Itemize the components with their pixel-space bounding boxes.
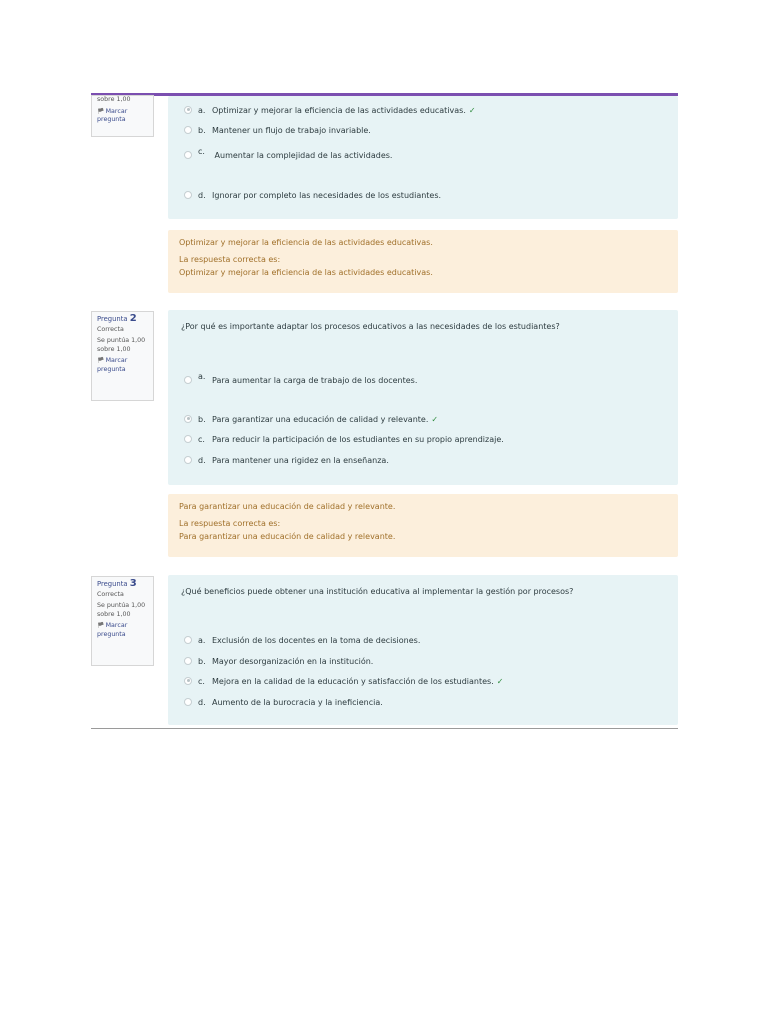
radio-icon[interactable] [184, 435, 192, 443]
option-3c[interactable]: c. Mejora en la calidad de la educación y satisfacción de los estudiantes. ✓ [184, 677, 503, 686]
flag-icon: 🏴︎ [97, 107, 105, 115]
radio-icon[interactable] [184, 191, 192, 199]
question-3-text: ¿Qué beneficios puede obtener una institución educativa al implementar la gestión por procesos? [181, 587, 574, 596]
flag-icon: 🏴︎ [97, 622, 105, 629]
option-3b[interactable]: b. Mayor desorganización en la institución. [184, 657, 373, 666]
option-2c[interactable]: c. Para reducir la participación de los estudiantes en su propio aprendizaje. [184, 435, 504, 444]
radio-icon[interactable] [184, 415, 192, 423]
radio-icon[interactable] [184, 456, 192, 464]
question-3-info [91, 576, 154, 666]
option-3a[interactable]: a. Exclusión de los docentes en la toma de decisiones. [184, 636, 420, 645]
radio-icon[interactable] [184, 677, 192, 685]
question-1-feedback [168, 230, 678, 293]
radio-icon[interactable] [184, 126, 192, 134]
feedback-correct-label: La respuesta correcta es: [179, 255, 281, 264]
feedback-chosen: Optimizar y mejorar la eficiencia de las actividades educativas. [179, 238, 433, 247]
flag-label: Marcar pregunta [97, 107, 128, 123]
question-title: Pregunta [97, 315, 128, 323]
option-1d[interactable]: d. Ignorar por completo las necesidades de los estudiantes. [184, 191, 441, 200]
question-grade: Se puntúa 1,00 sobre 1,00 [97, 602, 146, 618]
option-1b[interactable]: b. Mantener un flujo de trabajo invariable. [184, 126, 371, 135]
radio-icon[interactable] [184, 636, 192, 644]
question-1-grade: sobre 1,00 [97, 96, 131, 103]
option-1a[interactable]: a. Optimizar y mejorar la eficiencia de las actividades educativas. ✓ [184, 106, 476, 115]
feedback-correct-answer: Para garantizar una educación de calidad y relevante. [179, 532, 396, 541]
option-3d[interactable]: d. Aumento de la burocracia y la ineficiencia. [184, 698, 383, 707]
option-2d[interactable]: d. Para mantener una rigidez en la enseñanza. [184, 456, 389, 465]
question-number: 3 [129, 578, 137, 589]
option-1c[interactable]: c. Aumentar la complejidad de las actividades. [184, 151, 392, 160]
question-title: Pregunta [97, 580, 128, 588]
question-2-box [168, 310, 678, 485]
question-grade: Se puntúa 1,00 sobre 1,00 [97, 337, 146, 353]
flag-icon: 🏴︎ [97, 357, 105, 364]
bottom-divider [91, 728, 678, 729]
flag-question-3-link[interactable] [97, 622, 149, 639]
question-number: 2 [129, 313, 137, 324]
question-3-box [168, 575, 678, 725]
question-2-text: ¿Por qué es importante adaptar los procesos educativos a las necesidades de los estudiantes? [181, 322, 560, 331]
question-1-info [91, 95, 154, 137]
feedback-correct-label: La respuesta correcta es: [179, 519, 281, 528]
option-2a[interactable]: a. Para aumentar la carga de trabajo de los docentes. [184, 376, 417, 385]
radio-icon[interactable] [184, 657, 192, 665]
question-1-box [168, 96, 678, 219]
radio-icon[interactable] [184, 698, 192, 706]
question-2-info [91, 311, 154, 401]
feedback-correct-answer: Optimizar y mejorar la eficiencia de las actividades educativas. [179, 268, 433, 277]
check-icon: ✓ [468, 106, 476, 115]
option-2b[interactable]: b. Para garantizar una educación de calidad y relevante. ✓ [184, 415, 438, 424]
radio-icon[interactable] [184, 151, 192, 159]
flag-question-2-link[interactable] [97, 357, 149, 374]
radio-icon[interactable] [184, 106, 192, 114]
radio-icon[interactable] [184, 376, 192, 384]
question-state: Correcta [97, 590, 124, 598]
check-icon: ✓ [496, 677, 504, 686]
flag-question-1-link[interactable] [97, 108, 149, 125]
flag-label: Marcar pregunta [97, 357, 128, 373]
check-icon: ✓ [431, 415, 439, 424]
feedback-chosen: Para garantizar una educación de calidad y relevante. [179, 502, 396, 511]
question-state: Correcta [97, 325, 124, 333]
flag-label: Marcar pregunta [97, 622, 128, 638]
question-2-feedback [168, 494, 678, 557]
